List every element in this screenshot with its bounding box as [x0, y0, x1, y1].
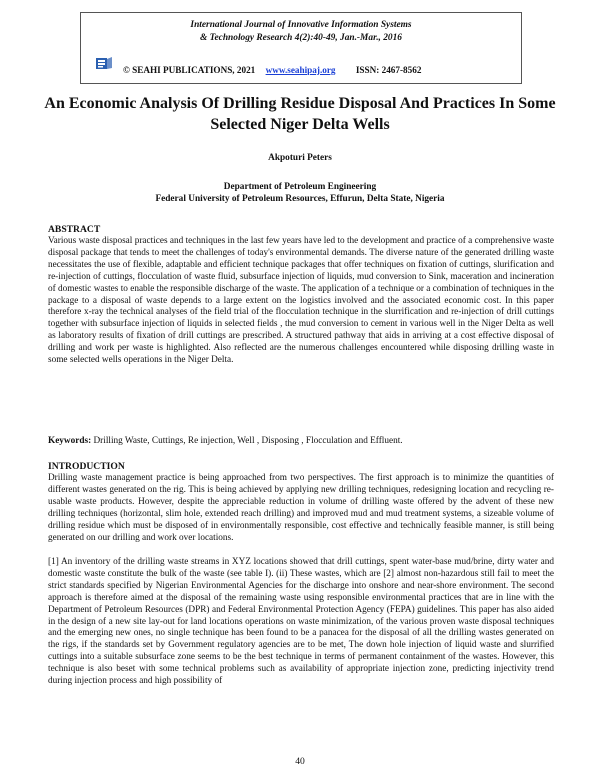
introduction-paragraph-2: [1] An inventory of the drilling waste streams in XYZ locations showed that drill cuttings, spent water-base mud/brine, dirty water and domestic waste constitute the bulk of the waste (see table I). (ii) These wastes, which are [2] almost non-hazardous still fail to meet the strict standards specified by Nigerian Environmental Agencies for the discharge into onshore and near-shore environment. The second approach is therefore aimed at the disposal of the remaining waste using responsible environmental practices that are in line with the Department of Petroleum Resources (DPR) and Federal Environmental Protection Agency (FEPA) guidelines. This paper has also aided in the design of a new site lay-out for land locations operations on waste minimization, of the various proven waste disposal techniques and the emerging new ones, no single technique has been found to be a panacea for the disposal of all the drilling wastes generated on the rigs, if the standards set by Government regulatory agencies are to be met, The down hole injection of liquid waste and slurrified cuttings into a suitable subsurface zone seems to be the best technique in terms of permanent containment of the wastes. However, this technique is also beset with some technical problems such as availability of appropriate injection zone, predicting injectivity trend during injection process and high possibility of — [48, 557, 554, 687]
introduction-heading: INTRODUCTION — [48, 461, 125, 472]
abstract-heading: ABSTRACT — [48, 224, 101, 235]
abstract-text: Various waste disposal practices and techniques in the last few years have led to the development and practice of a comprehensive waste disposal package that tends to meet the challenges of today's environmental demands. The diverse nature of the generated drilling waste necessitates the use of flexible, adaptable and efficient technique packages that offer techniques on fixation of cuttings, slurification and re-injection of cuttings, flocculation of waste fluid, subsurface injection of liquids, mud conversion to Sink, maceration and incineration of domestic wastes to enable the responsible discharge of the waste. The application of a technique or a combination of techniques in the package to a disposal of waste depends to a large extent on the logistics involved and the associated economic cost. In this paper therefore x-ray the technical analyses of the field trial of the flocculation technique in the slurrification and re-injection of drill cuttings together with subsurface injection of liquids in selected fields , the mud conversion to cement in various well in the Niger Delta as well as laboratory results of fixation of drill cuttings are prescribed. A structured pathway that aids in arriving at a cost effective disposal of drilling and work per waste is highlighted. Also reflected are the numerous challenges encountered while disposing drilling waste in some selected wells operations in the Niger Delta. — [48, 236, 554, 366]
journal-volume-issue: & Technology Research 4(2):40-49, Jan.-Mar., 2016 — [200, 33, 402, 43]
author-institution: Federal University of Petroleum Resources, Effurun, Delta State, Nigeria — [155, 194, 445, 204]
issn-number: ISSN: 2467-8562 — [355, 65, 422, 75]
journal-header-box — [80, 12, 522, 84]
page-number: 40 — [295, 756, 305, 767]
keywords-line — [48, 436, 554, 448]
keywords-list: Drilling Waste, Cuttings, Re injection, Well , Disposing , Flocculation and Effluent. — [93, 436, 403, 446]
paper-title: An Economic Analysis Of Drilling Residue Disposal And Practices In Some Selected Niger Delta Wells — [44, 95, 556, 133]
author-name: Akpoturi Peters — [268, 153, 332, 163]
publisher-copyright: © SEAHI PUBLICATIONS, 2021 — [123, 65, 256, 75]
publisher-logo-icon — [95, 55, 113, 71]
introduction-paragraph-1: Drilling waste management practice is being approached from two perspectives. The first approach is to minimize the quantities of different wastes generated on the rig. This is being achieved by applying new drilling techniques, redesigning location and recycling re-usable waste products. However, despite the appreciable reduction in volume of drilling waste offered by the advent of these new drilling techniques (horizontal, slim hole, extended reach drilling) and improved mud and mud treatment systems, a sizeable volume of drilling residue which must be disposed of in environmentally responsible, cost effective and technically feasible manner, is still being generated on our drilling and work over locations. — [48, 473, 554, 543]
journal-website-link[interactable]: www.seahipaj.org — [265, 65, 336, 75]
journal-name: International Journal of Innovative Information Systems — [190, 20, 412, 30]
publication-row — [81, 63, 521, 77]
author-department: Department of Petroleum Engineering — [223, 182, 377, 192]
keywords-label: Keywords: — [48, 436, 92, 446]
